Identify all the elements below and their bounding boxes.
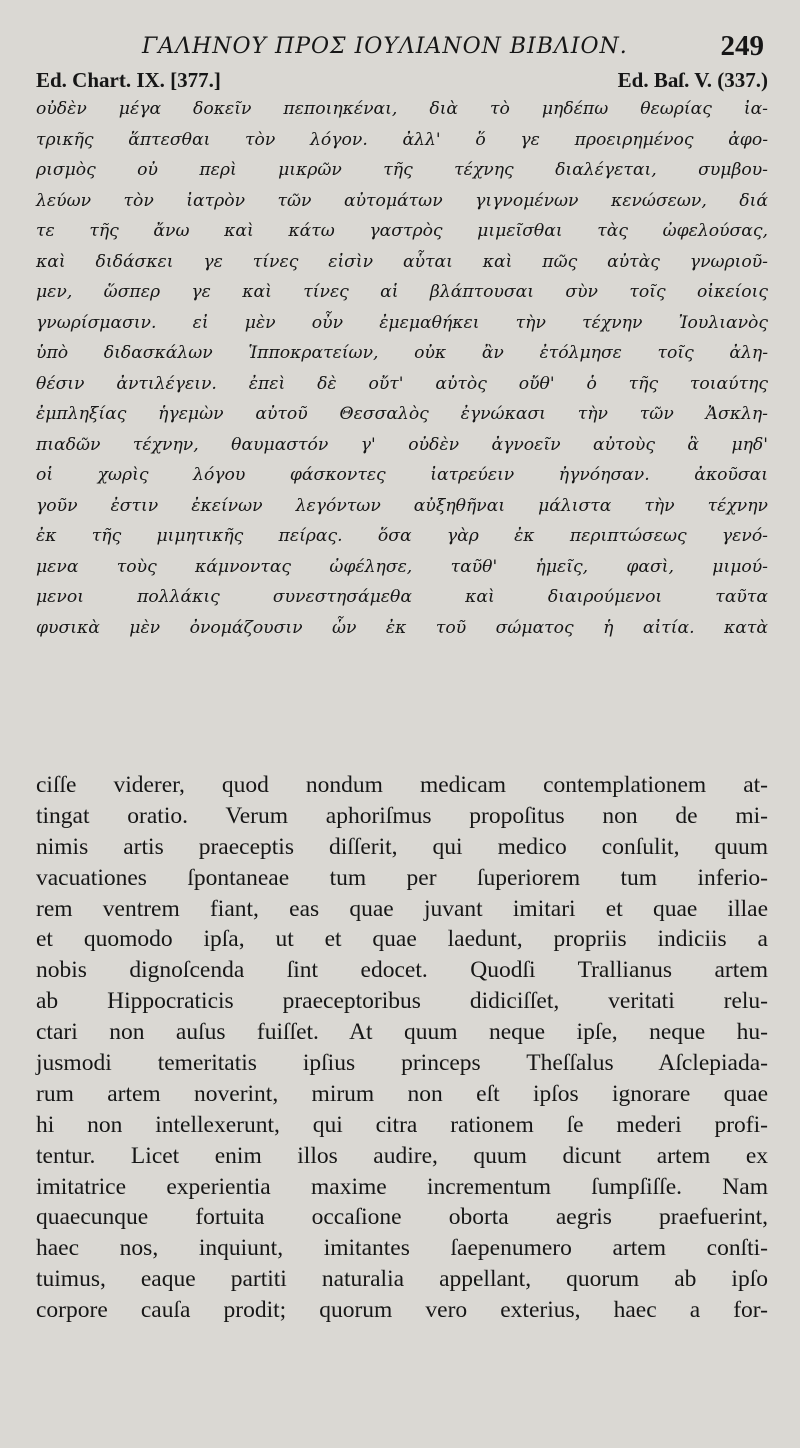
latin-text-line: ab Hippocraticis praeceptoribus didiciſſet, veritati relu- bbox=[36, 988, 768, 1015]
latin-text-line: haec nos, inquiunt, imitantes ſaepenumero artem conſti- bbox=[36, 1235, 768, 1262]
latin-text-column bbox=[36, 770, 768, 1326]
greek-text-line: λεύων τὸν ἰατρὸν τῶν αὐτομάτων γιγνομένων κενώσεων, διά bbox=[36, 190, 768, 211]
edition-chartier-ref: Ed. Chart. IX. [377.] bbox=[36, 68, 221, 92]
greek-text-line: γοῦν ἐστιν ἐκείνων λεγόντων αὐξηθῆναι μάλιστα τὴν τέχνην bbox=[36, 495, 768, 516]
page-number: 249 bbox=[720, 30, 764, 62]
latin-text-line: nobis dignoſcenda ſint edocet. Quodſi Trallianus artem bbox=[36, 957, 768, 984]
greek-text-line: τρικῆς ἅπτεσθαι τὸν λόγον. ἀλλ' ὅ γε προειρημένος ἀφο- bbox=[36, 129, 768, 150]
greek-text-line: ὑπὸ διδασκάλων Ἱπποκρατείων, οὐκ ἂν ἐτόλμησε τοῖς ἀλη- bbox=[36, 343, 768, 363]
latin-text-line: corpore cauſa prodit; quorum vero exterius, haec a for- bbox=[36, 1297, 768, 1324]
latin-text-line: quaecunque fortuita occaſione oborta aegris praefuerint, bbox=[36, 1204, 768, 1231]
running-head bbox=[30, 30, 770, 64]
latin-text-line: jusmodi temeritatis ipſius princeps Theſſalus Aſclepiada- bbox=[36, 1050, 768, 1077]
greek-text-line: ἐμπληξίας ἡγεμὼν αὐτοῦ Θεσσαλὸς ἐγνώκασι τὴν τῶν Ἀσκλη- bbox=[36, 404, 768, 424]
greek-text-line: ἐκ τῆς μιμητικῆς πείρας. ὅσα γὰρ ἐκ περιπτώσεως γενό- bbox=[36, 526, 768, 546]
greek-text-line: πιαδῶν τέχνην, θαυμαστόν γ' οὐδὲν ἀγνοεῖν αὐτοὺς ἃ μηδ' bbox=[36, 434, 768, 455]
latin-text-line: ctari non auſus fuiſſet. At quum neque ipſe, neque hu- bbox=[36, 1019, 768, 1046]
latin-text-line: rum artem noverint, mirum non eſt ipſos ignorare quae bbox=[36, 1080, 768, 1107]
latin-text-line: et quomodo ipſa, ut et quae laedunt, propriis indiciis a bbox=[36, 926, 768, 953]
greek-text-line: τε τῆς ἄνω καὶ κάτω γαστρὸς μιμεῖσθαι τὰς ὠφελούσας, bbox=[36, 221, 768, 241]
edition-reference-line bbox=[36, 68, 768, 94]
greek-text-line: οἱ χωρὶς λόγου φάσκοντες ἰατρεύειν ἠγνόησαν. ἀκοῦσαι bbox=[36, 465, 768, 485]
greek-text-line: γνωρίσμασιν. εἰ μὲν οὖν ἐμεμαθήκει τὴν τέχνην Ἰουλιανὸς bbox=[36, 312, 768, 333]
latin-text-line: tingat oratio. Verum aphoriſmus propoſitus non de mi- bbox=[36, 802, 768, 829]
greek-text-line: μενοι πολλάκις συνεστησάμεθα καὶ διαιρούμενοι ταῦτα bbox=[36, 587, 768, 607]
greek-text-column bbox=[36, 94, 768, 643]
latin-text-line: hi non intellexerunt, qui citra rationem ſe mederi profi- bbox=[36, 1111, 768, 1138]
greek-text-line: θέσιν ἀντιλέγειν. ἐπεὶ δὲ οὔτ' αὐτὸς οὔθ' ὁ τῆς τοιαύτης bbox=[36, 373, 768, 394]
greek-text-line: οὐδὲν μέγα δοκεῖν πεποιηκέναι, διὰ τὸ μηδέπω θεωρίας ἰα- bbox=[36, 99, 768, 119]
latin-text-line: ciſſe viderer, quod nondum medicam contemplationem at- bbox=[36, 772, 768, 798]
running-title: ΓΑΛΗΝΟΥ ΠΡΟΣ ΙΟΥΛΙΑΝΟΝ ΒΙΒΛΙΟΝ. bbox=[142, 34, 628, 59]
greek-text-line: καὶ διδάσκει γε τίνες εἰσὶν αὗται καὶ πῶς αὐτὰς γνωριοῦ- bbox=[36, 251, 768, 272]
greek-text-line: μενα τοὺς κάμνοντας ὠφέλησε, ταῦθ' ἡμεῖς, φασὶ, μιμού- bbox=[36, 556, 768, 577]
greek-text-line: μεν, ὥσπερ γε καὶ τίνες αἱ βλάπτουσαι σὺν τοῖς οἰκείοις bbox=[36, 282, 768, 302]
latin-text-line: vacuationes ſpontaneae tum per ſuperiorem tum inferio- bbox=[36, 864, 768, 891]
latin-text-line: tuimus, eaque partiti naturalia appellant, quorum ab ipſo bbox=[36, 1266, 768, 1293]
greek-text-line: ρισμὸς οὐ περὶ μικρῶν τῆς τέχνης διαλέγεται, συμβου- bbox=[36, 160, 768, 180]
edition-basel-ref: Ed. Baſ. V. (337.) bbox=[617, 68, 768, 92]
greek-text-line: φυσικὰ μὲν ὀνομάζουσιν ὧν ἐκ τοῦ σώματος ἡ αἰτία. κατὰ bbox=[36, 617, 768, 638]
latin-text-line: tentur. Licet enim illos audire, quum dicunt artem ex bbox=[36, 1142, 768, 1169]
latin-text-line: nimis artis praeceptis diſſerit, qui medico conſulit, quum bbox=[36, 833, 768, 860]
latin-text-line: imitatrice experientia maxime incrementum ſumpſiſſe. Nam bbox=[36, 1173, 768, 1200]
latin-text-line: rem ventrem fiant, eas quae juvant imitari et quae illae bbox=[36, 895, 768, 922]
